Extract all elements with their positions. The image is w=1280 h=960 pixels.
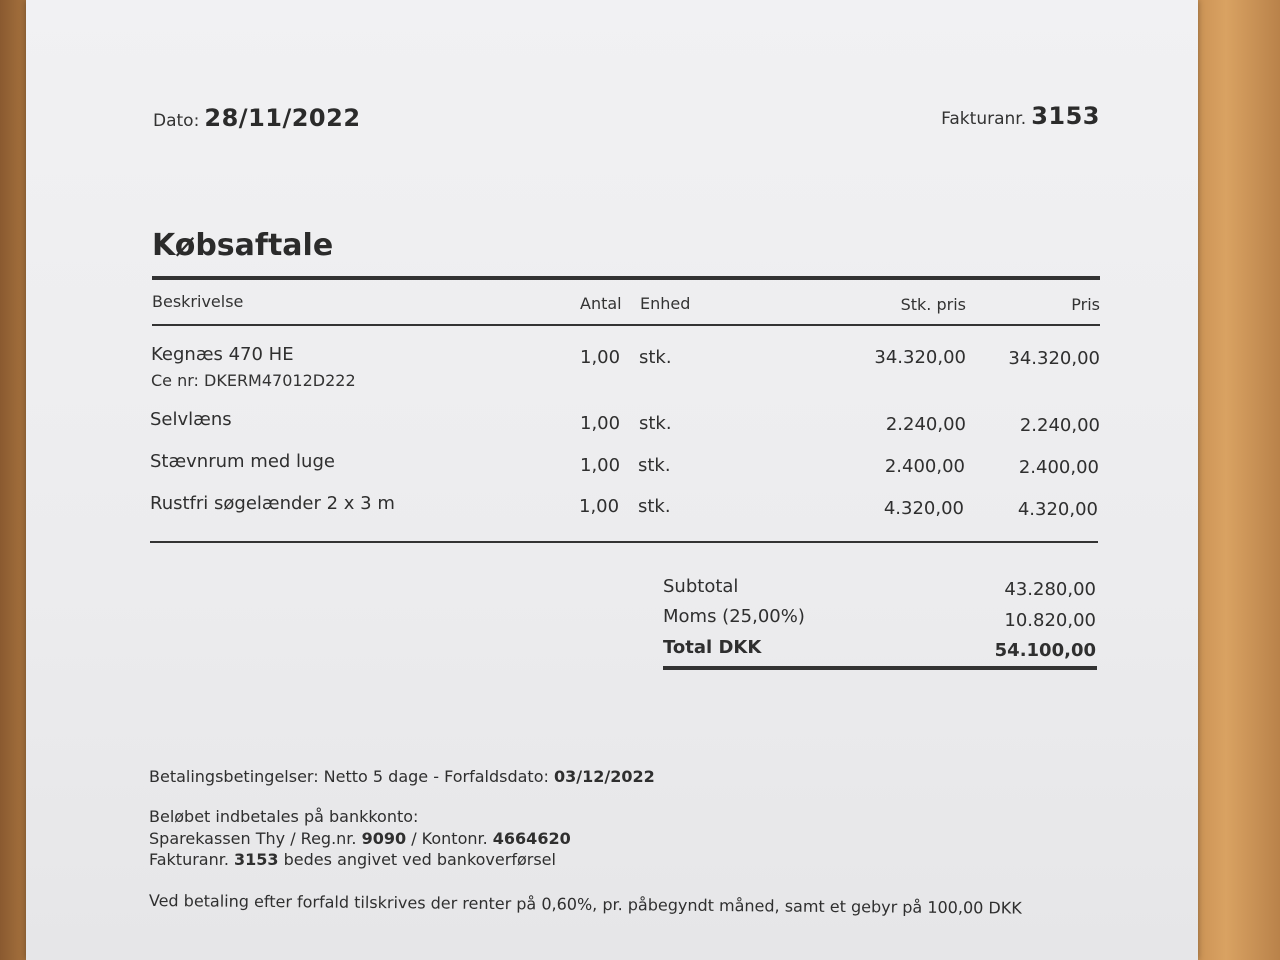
account-label: / Kontonr. bbox=[406, 829, 493, 848]
reference-text: bedes angivet ved bankoverførsel bbox=[278, 850, 556, 869]
row-1-quantity: 1,00 bbox=[580, 347, 621, 368]
col-header-quantity: Antal bbox=[580, 294, 622, 313]
title-rule bbox=[152, 276, 1100, 280]
date-field bbox=[153, 104, 361, 132]
row-4-description: Rustfri søgelænder 2 x 3 m bbox=[150, 493, 395, 514]
row-3-unit-price: 2.400,00 bbox=[884, 456, 965, 477]
row-2-quantity: 1,00 bbox=[580, 413, 621, 434]
row-1-unit: stk. bbox=[639, 347, 672, 368]
row-2-description: Selvlæns bbox=[150, 409, 232, 430]
invoice-number-field bbox=[941, 102, 1100, 130]
row-2-unit-price: 2.240,00 bbox=[885, 414, 966, 435]
date-value: 28/11/2022 bbox=[204, 104, 361, 132]
table-surface-right bbox=[1190, 0, 1280, 960]
payment-reference bbox=[149, 850, 556, 869]
row-2-price: 2.240,00 bbox=[1019, 415, 1100, 436]
subtotal-value: 43.280,00 bbox=[1004, 579, 1096, 600]
bank-details bbox=[149, 829, 571, 848]
payment-terms bbox=[149, 767, 655, 786]
row-3-price: 2.400,00 bbox=[1018, 457, 1099, 478]
payment-terms-text: Betalingsbetingelser: Netto 5 dage - Forfaldsdato: bbox=[149, 767, 554, 786]
row-4-price: 4.320,00 bbox=[1017, 499, 1098, 520]
subtotal-label: Subtotal bbox=[663, 576, 739, 597]
row-3-unit: stk. bbox=[638, 455, 671, 476]
total-value: 54.100,00 bbox=[994, 640, 1096, 661]
total-rule bbox=[663, 666, 1097, 670]
row-2-unit: stk. bbox=[639, 413, 672, 434]
table-bottom-rule bbox=[150, 541, 1098, 543]
row-3-quantity: 1,00 bbox=[580, 455, 621, 476]
table-surface-left bbox=[0, 0, 28, 960]
invoice-paper bbox=[26, 0, 1198, 960]
reference-number: 3153 bbox=[234, 850, 279, 869]
invoice-number-value: 3153 bbox=[1031, 102, 1100, 130]
row-1-price: 34.320,00 bbox=[1008, 348, 1100, 369]
invoice-number-label: Fakturanr. bbox=[941, 109, 1027, 129]
col-header-price: Pris bbox=[1071, 295, 1100, 314]
row-1-unit-price: 34.320,00 bbox=[874, 347, 966, 368]
row-3-description: Stævnrum med luge bbox=[150, 451, 335, 472]
col-header-unit-price: Stk. pris bbox=[900, 295, 966, 314]
reg-number: 9090 bbox=[361, 829, 407, 848]
vat-value: 10.820,00 bbox=[1004, 610, 1096, 631]
row-1-ce-number: Ce nr: DKERM47012D222 bbox=[151, 371, 356, 390]
due-date: 03/12/2022 bbox=[553, 767, 655, 786]
date-label: Dato: bbox=[153, 111, 200, 131]
row-4-unit: stk. bbox=[638, 496, 671, 517]
bank-name: Sparekassen Thy / Reg.nr. bbox=[149, 829, 362, 848]
reference-label: Fakturanr. bbox=[149, 850, 235, 869]
vat-label: Moms (25,00%) bbox=[663, 606, 805, 627]
bank-intro: Beløbet indbetales på bankkonto: bbox=[149, 807, 419, 826]
row-4-unit-price: 4.320,00 bbox=[883, 498, 964, 519]
header-rule bbox=[152, 324, 1100, 326]
account-number: 4664620 bbox=[492, 829, 571, 848]
row-1-description: Kegnæs 470 HE bbox=[151, 344, 294, 365]
col-header-unit: Enhed bbox=[640, 294, 691, 313]
total-label: Total DKK bbox=[663, 637, 762, 658]
row-4-quantity: 1,00 bbox=[579, 496, 620, 517]
col-header-description: Beskrivelse bbox=[152, 292, 244, 311]
late-payment-notice: Ved betaling efter forfald tilskrives der renter på 0,60%, pr. påbegyndt måned, samt et gebyr på 100,00 DKK bbox=[148, 891, 1022, 918]
document-title: Købsaftale bbox=[152, 228, 334, 263]
